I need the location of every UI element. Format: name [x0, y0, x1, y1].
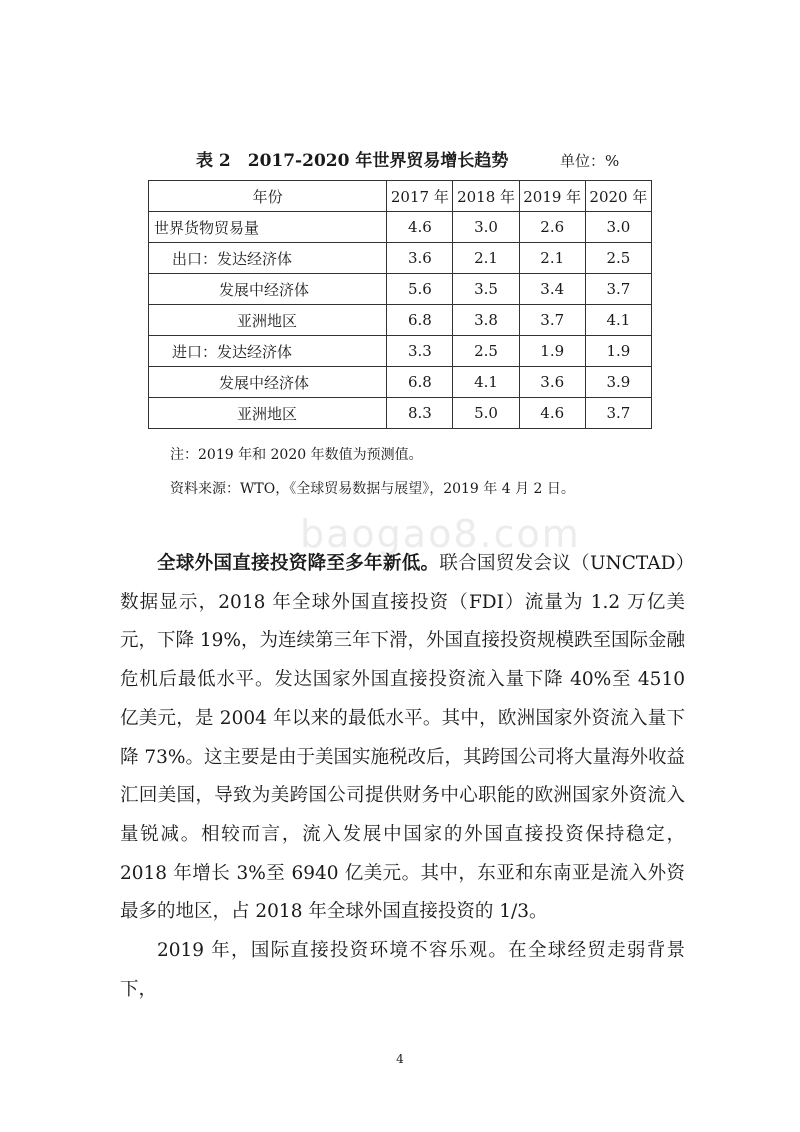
table-cell: 4.6: [387, 212, 453, 243]
paragraph-text: 联合国贸发会议（UNCTAD）数据显示，2018 年全球外国直接投资（FDI）流量为 1.2 万亿美元，下降 19%，为连续第三年下滑，外国直接投资规模跌至国际金融危机后最低水平。发达国家外国直接投资流入量下降 40%至 4510 亿美元，是 2004 年以来的最低水平。其中，欧洲国家外资流入量下降 73%。这主要是由于美国实施税改后，其跨国公司将大量海外收益汇回美国，导致为美跨国公司提供财务中心职能的欧洲国家外资流入量锐减。相较而言，流入发展中国家的外国直接投资保持稳定，2018 年增长 3%至 6940 亿美元。其中，东亚和东南亚是流入外资最多的地区，占 2018 年全球外国直接投资的 1/3。: [120, 553, 686, 923]
header-2017: 2017 年: [387, 181, 453, 212]
row-label: 出口：发达经济体: [149, 243, 387, 274]
header-2019: 2019 年: [519, 181, 585, 212]
table-cell: 3.7: [519, 305, 585, 336]
row-label: 亚洲地区: [149, 305, 387, 336]
table-cell: 3.6: [519, 367, 585, 398]
table-cell: 4.1: [585, 305, 651, 336]
table-cell: 6.8: [387, 305, 453, 336]
table-cell: 5.6: [387, 274, 453, 305]
body-text: [120, 545, 685, 1009]
table-header-row: [149, 181, 652, 212]
table-cell: 3.0: [585, 212, 651, 243]
table-row: [149, 305, 652, 336]
header-2020: 2020 年: [585, 181, 651, 212]
table-cell: 3.5: [453, 274, 519, 305]
table-cell: 1.9: [585, 336, 651, 367]
table-caption: [148, 148, 652, 174]
table-cell: 5.0: [453, 398, 519, 429]
table-cell: 2.1: [519, 243, 585, 274]
table-row: [149, 274, 652, 305]
row-label: 世界货物贸易量: [149, 212, 387, 243]
table-cell: 8.3: [387, 398, 453, 429]
row-label: 发展中经济体: [149, 367, 387, 398]
trade-growth-table: [148, 180, 652, 429]
table-note: 注：2019 年和 2020 年数值为预测值。: [170, 447, 423, 463]
table-row: [149, 243, 652, 274]
watermark: baogao8.com: [300, 512, 581, 556]
table-cell: 4.1: [453, 367, 519, 398]
paragraph-lead: 全球外国直接投资降至多年新低。: [157, 553, 440, 574]
row-label: 进口：发达经济体: [149, 336, 387, 367]
table-title: 表 2 2017-2020 年世界贸易增长趋势: [196, 151, 509, 171]
table-source: 资料来源：WTO，《全球贸易数据与展望》，2019 年 4 月 2 日。: [170, 481, 575, 497]
table-cell: 3.6: [387, 243, 453, 274]
table-cell: 3.7: [585, 398, 651, 429]
table-cell: 3.9: [585, 367, 651, 398]
table-cell: 3.7: [585, 274, 651, 305]
table-cell: 3.4: [519, 274, 585, 305]
table-row: [149, 367, 652, 398]
table-cell: 1.9: [519, 336, 585, 367]
row-label: 发展中经济体: [149, 274, 387, 305]
table-unit: 单位：%: [560, 152, 620, 170]
table-cell: 3.3: [387, 336, 453, 367]
table-cell: 6.8: [387, 367, 453, 398]
page-number: 4: [396, 1052, 404, 1066]
paragraph: [120, 545, 685, 932]
table-row: [149, 398, 652, 429]
table-cell: 2.1: [453, 243, 519, 274]
row-label: 亚洲地区: [149, 398, 387, 429]
table-cell: 3.8: [453, 305, 519, 336]
table-cell: 2.5: [585, 243, 651, 274]
table-row: [149, 336, 652, 367]
table-row: [149, 212, 652, 243]
table-cell: 3.0: [453, 212, 519, 243]
header-2018: 2018 年: [453, 181, 519, 212]
paragraph-text: 2019 年，国际直接投资环境不容乐观。在全球经贸走弱背景下，: [120, 940, 685, 1000]
table-cell: 2.5: [453, 336, 519, 367]
table-cell: 4.6: [519, 398, 585, 429]
header-year: 年份: [149, 181, 387, 212]
table-cell: 2.6: [519, 212, 585, 243]
paragraph: [120, 932, 685, 1009]
